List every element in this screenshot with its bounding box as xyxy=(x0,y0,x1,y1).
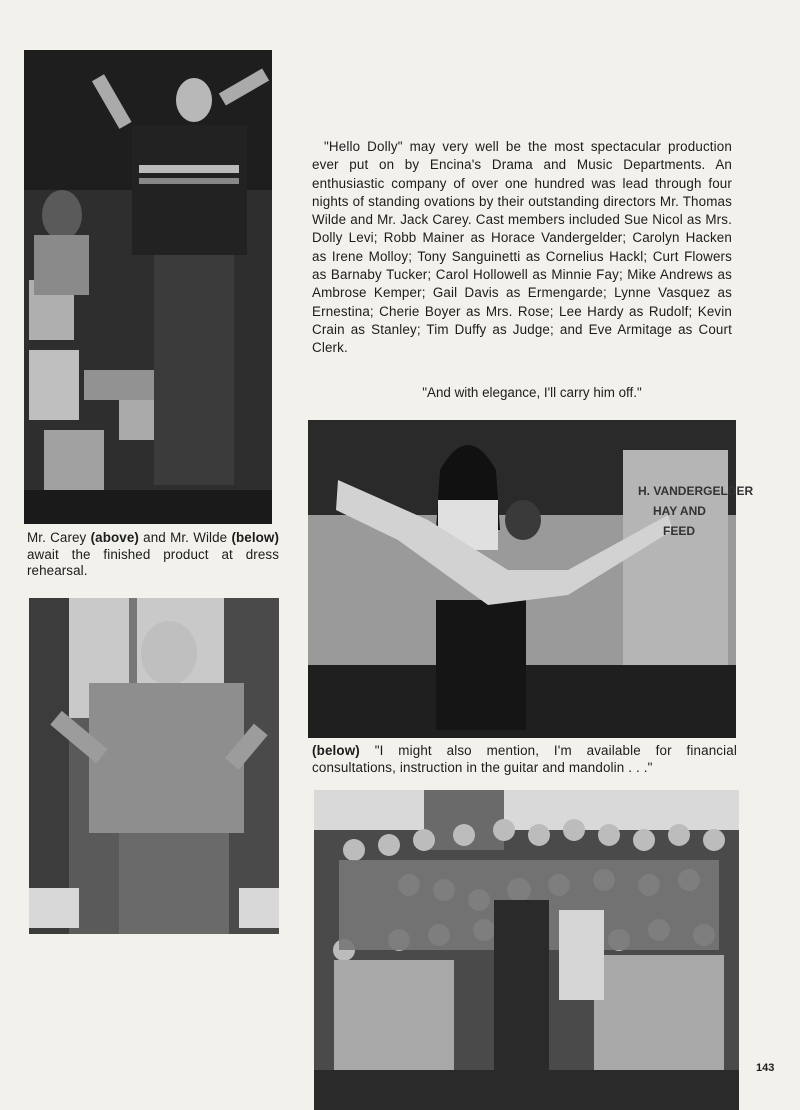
caption-directors xyxy=(27,530,279,580)
caption-lift-bold: (below) xyxy=(312,743,360,758)
quote-carry-him-off: "And with elegance, I'll carry him off." xyxy=(422,385,642,400)
sign-line3: FEED xyxy=(663,524,696,538)
sign-line1: H. VANDERGELDER xyxy=(638,484,754,498)
photo-stage-lift xyxy=(308,420,754,738)
article-body: "Hello Dolly" may very well be the most spectacular production ever put on by Encina's Drama and Music Departments. An enthusiastic company of over one hundred was lead through four nights of standing ovations by their outstanding directors Mr. Thomas Wilde and Mr. Jack Carey. Cast members included Sue Nicol as Mrs. Dolly Levi; Robb Mainer as Horace Vandergelder; Carolyn Hacken as Irene Molloy; Tony Sanguinetti as Cornelius Hackl; Curt Flowers as Barnaby Tucker; Carol Hollowell as Minnie Fay; Mike Andrews as Ambrose Kemper; Gail Davis as Ermengarde; Lynne Vasquez as Ernestina; Cherie Boyer as Mrs. Rose; Lee Hardy as Rudolf; Kevin Crain as Stanley; Tim Duffy as Judge; and Eve Armitage as Court Clerk. xyxy=(312,139,732,356)
photo-mr-carey xyxy=(24,50,272,524)
caption-directors-part3: await the finished product at dress rehearsal. xyxy=(27,546,279,578)
caption-directors-part2: and Mr. Wilde xyxy=(138,530,232,545)
caption-lift-text: "I might also mention, I'm available for financial consultations, instruction in the guitar and mandolin . . ." xyxy=(312,743,737,775)
caption-lift xyxy=(312,742,737,776)
caption-directors-bold-above: (above) xyxy=(90,530,139,545)
sign-line2: HAY AND xyxy=(653,504,706,518)
photo-cast-group xyxy=(314,790,739,1110)
caption-directors-part1: Mr. Carey xyxy=(27,530,91,545)
caption-directors-bold-below: (below) xyxy=(231,530,279,545)
page-number: 143 xyxy=(756,1062,775,1074)
photo-mr-wilde xyxy=(29,598,279,934)
